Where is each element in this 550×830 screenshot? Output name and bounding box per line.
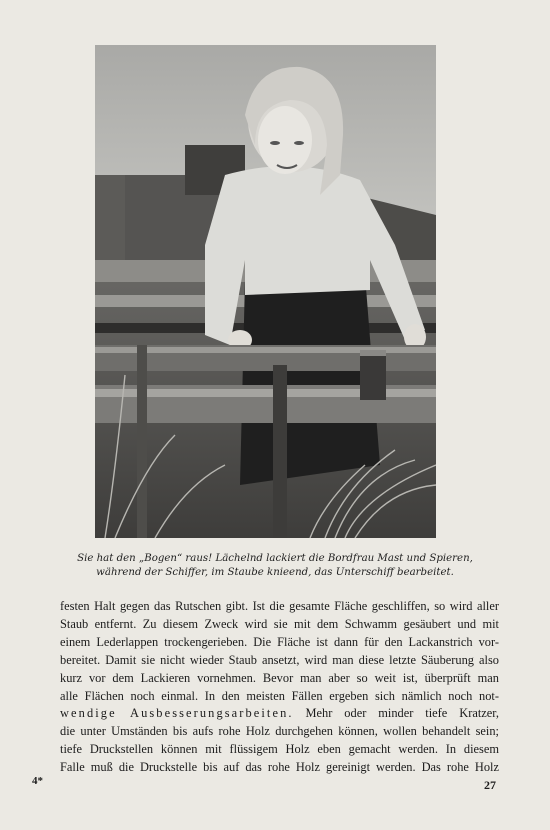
- page-number: 27: [484, 778, 496, 792]
- photo-caption: [40, 552, 510, 579]
- text-line: kurz vor dem Lackieren vornehmen. Bevor man aber so weit ist, überprüft man: [60, 670, 499, 685]
- text-line: Staub entfernt. Zu diesem Zweck wird sie mit dem Schwamm gesäubert und mit: [60, 616, 499, 631]
- caption-line: Sie hat den „Bogen“ raus! Lächelnd lackiert die Bordfrau Mast und Spieren,: [77, 553, 473, 564]
- caption-line: während der Schiffer, im Staube knieend, das Unterschiff bearbeitet.: [96, 566, 454, 578]
- emphasized-text: wendige Ausbesserungsarbeiten.: [60, 706, 294, 721]
- text-line: bereitet. Damit sie nicht wieder Staub ansetzt, wird man diese letzte Säuberung also: [60, 652, 499, 667]
- photo-woman-varnishing-boat: [95, 45, 436, 538]
- signature-mark: 4*: [32, 775, 43, 787]
- text-line: alle Flächen noch einmal. In den meisten Fällen ergeben sich nämlich noch not-: [60, 688, 499, 703]
- text-fragment: Mehr oder minder tiefe Kratzer,: [293, 706, 499, 721]
- text-line: [60, 705, 499, 723]
- text-line: festen Halt gegen das Rutschen gibt. Ist die gesamte Fläche geschliffen, so wird aller: [60, 599, 499, 613]
- photograph: [95, 45, 436, 538]
- text-line: die unter Umständen bis aufs rohe Holz durchgehen können, wollen behandelt sein;: [60, 724, 499, 739]
- text-line: Falle muß die Druckstelle bis auf das rohe Holz gereinigt werden. Das rohe Holz: [60, 760, 499, 775]
- text-line: einem Lederlappen trockengerieben. Die Fläche ist dann für den Lackanstrich vor-: [60, 634, 499, 649]
- text-line: tiefe Druckstellen können mit flüssigem Holz eben gemacht werden. In diesem: [60, 742, 499, 757]
- body-text: [60, 598, 499, 777]
